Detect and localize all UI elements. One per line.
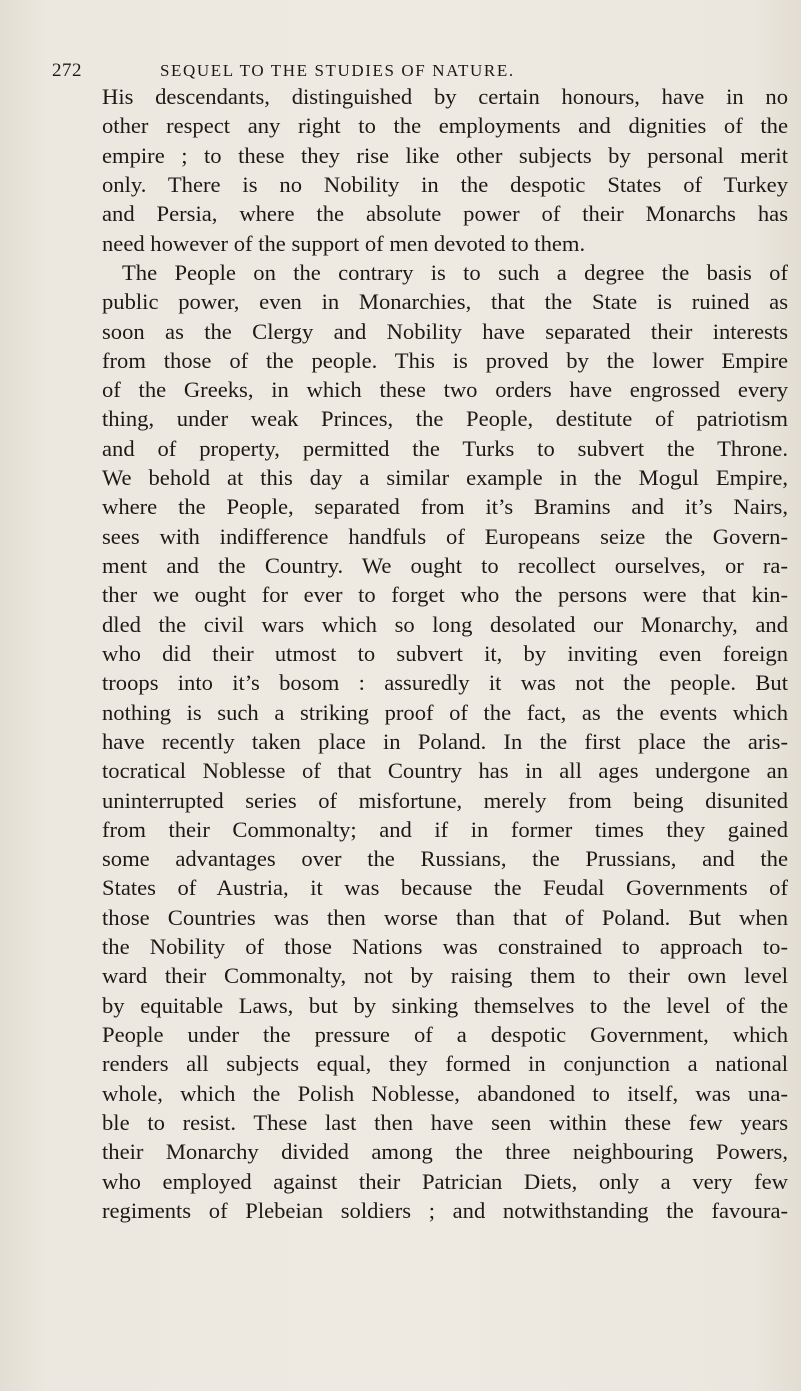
text-line: who employed against their Patrician Diets, only a very few [102,1168,788,1194]
text-line: troops into it’s bosom : assuredly it was not the people. But [102,670,788,696]
body-text [102,82,788,1225]
text-line: regiments of Plebeian soldiers ; and notwithstanding the favoura- [102,1197,788,1223]
text-line: the Nobility of those Nations was constrained to approach to- [102,934,788,960]
text-line: His descendants, distinguished by certain honours, have in no [102,84,788,109]
text-line: from those of the people. This is proved by the lower Empire [102,347,788,373]
text-line: some advantages over the Russians, the Prussians, and the [102,846,788,872]
text-line: ther we ought for ever to forget who the persons were that kin- [102,582,788,608]
text-line: only. There is no Nobility in the despotic States of Turkey [102,171,788,197]
text-line: and Persia, where the absolute power of their Monarchs has [102,201,788,227]
page-header [52,60,772,84]
text-line: sees with indifference handfuls of Europeans seize the Govern- [102,523,788,549]
text-line: need however of the support of men devoted to them. [102,230,586,256]
text-line: nothing is such a striking proof of the fact, as the events which [102,699,788,725]
text-line: tocratical Noblesse of that Country has in all ages undergone an [102,758,788,784]
text-line: soon as the Clergy and Nobility have separated their interests [102,318,788,344]
text-line: People under the pressure of a despotic Government, which [102,1022,788,1047]
text-line: from their Commonalty; and if in former times they gained [102,816,788,842]
text-line: whole, which the Polish Noblesse, abandoned to itself, was una- [102,1080,788,1106]
text-line: and of property, permitted the Turks to subvert the Throne. [102,435,788,461]
text-line: We behold at this day a similar example in the Mogul Empire, [102,465,788,491]
text-line: ble to resist. These last then have seen within these few years [102,1109,788,1135]
text-line: public power, even in Monarchies, that the State is ruined as [102,289,788,315]
text-line: of the Greeks, in which these two orders have engrossed every [102,377,788,403]
text-line: have recently taken place in Poland. In the first place the aris- [102,728,788,754]
page-number: 272 [52,60,82,81]
text-line: empire ; to these they rise like other subjects by personal merit [102,142,788,168]
text-line: The People on the contrary is to such a degree the basis of [122,259,788,285]
text-line: uninterrupted series of misfortune, merely from being disunited [102,787,788,813]
text-line: ward their Commonalty, not by raising them to their own level [102,963,788,989]
text-line: ment and the Country. We ought to recollect ourselves, or ra- [102,553,788,578]
text-line: dled the civil wars which so long desolated our Monarchy, and [102,611,788,637]
running-head: SEQUEL TO THE STUDIES OF NATURE. [160,61,515,80]
text-line: those Countries was then worse than that of Poland. But when [102,904,788,930]
text-line: States of Austria, it was because the Feudal Governments of [102,875,788,901]
text-line: thing, under weak Princes, the People, destitute of patriotism [102,406,788,432]
text-line: other respect any right to the employments and dignities of the [102,113,788,139]
text-line: renders all subjects equal, they formed in conjunction a national [102,1051,788,1077]
text-line: who did their utmost to subvert it, by inviting even foreign [102,640,788,666]
text-line: where the People, separated from it’s Bramins and it’s Nairs, [102,494,788,520]
text-line: their Monarchy divided among the three neighbouring Powers, [102,1139,788,1165]
text-line: by equitable Laws, but by sinking themselves to the level of the [102,992,788,1018]
